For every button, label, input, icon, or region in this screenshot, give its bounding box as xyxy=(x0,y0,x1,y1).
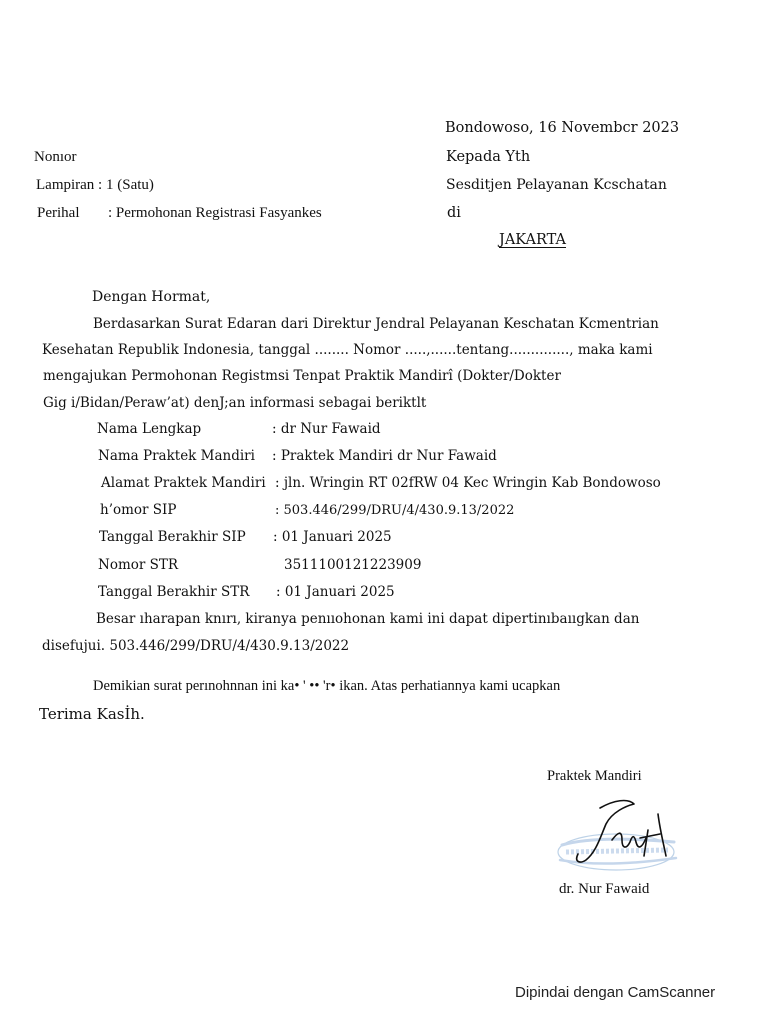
field-value-str-expiry: : 01 Januari 2025 xyxy=(276,584,395,600)
field-label-sip-expiry: Tanggal Berakhir SIP xyxy=(99,529,246,545)
field-label-full-name: Nama Lengkap xyxy=(97,421,202,437)
letter-number-label: Nonıor xyxy=(34,149,77,165)
field-value-practice-name: : Praktek Mandiri dr Nur Fawaid xyxy=(272,448,497,464)
field-label-sip-number: h’omor SIP xyxy=(100,502,177,518)
letter-date: Bondowoso, 16 Novembcr 2023 xyxy=(445,120,680,136)
closing-line: Demikian surat perınohnnan ini ka• ' •• 'r• ikan. Atas perhatiannya kami ucapkan xyxy=(93,678,561,694)
scanner-watermark: Dipindai dengan CamScanner xyxy=(515,984,716,1001)
paragraph-line: Kesehatan Republik Indonesia, tanggal ........ Nomor .....,......tentang.............., maka kami xyxy=(42,342,653,358)
signatory-name: dr. Nur Fawaid xyxy=(559,881,650,897)
subject-label: Perihal xyxy=(37,205,80,221)
paragraph-line: Berdasarkan Surat Edaran dari Direktur Jendral Pelayanan Keschatan Kcmentrian xyxy=(93,316,659,332)
field-label-practice-address: Alamat Praktek Mandiri xyxy=(101,475,266,491)
paragraph-line: mengajukan Permohonan Registmsi Tenpat Praktik Mandirî (Dokter/Dokter xyxy=(43,368,561,384)
field-label-str-number: Nomor STR xyxy=(98,557,179,573)
addressee-prefix: Kepada Yth xyxy=(446,149,531,165)
paragraph-line: disefujui. 503.446/299/DRU/4/430.9.13/2022 xyxy=(42,638,350,654)
location-prefix: di xyxy=(447,205,461,221)
field-label-str-expiry: Tanggal Berakhir STR xyxy=(98,584,250,600)
field-value-full-name: : dr Nur Fawaid xyxy=(272,421,381,437)
stamp-icon xyxy=(558,834,676,870)
field-label-practice-name: Nama Praktek Mandiri xyxy=(98,448,255,464)
field-value-sip-expiry: : 01 Januari 2025 xyxy=(273,529,392,545)
closing-thanks: Terima Kasİh. xyxy=(39,705,145,723)
field-value-practice-address: : jln. Wringin RT 02fRW 04 Kec Wringin Kab Bondowoso xyxy=(275,475,661,491)
recipient: Sesditjen Pelayanan Kcschatan xyxy=(446,177,667,193)
recipient-city: JAKARTA xyxy=(499,232,567,248)
signature-title: Praktek Mandiri xyxy=(547,768,642,784)
field-value-str-number: 3511100121223909 xyxy=(284,557,422,573)
attachment-line: Lampiran : 1 (Satu) xyxy=(36,177,154,193)
paragraph-line: Gig i/Bidan/Peraw’at) denJ;an informasi sebagai beriktlt xyxy=(43,395,427,411)
subject-value: : Permohonan Registrasi Fasyankes xyxy=(108,205,322,221)
paragraph-line: Besar ıharapan knırı, kiranya penııohonan kami ini dapat dipertinıbaııgkan dan xyxy=(96,611,640,627)
signature-stamp-image xyxy=(556,790,686,880)
field-value-sip-number: : 503.446/299/DRU/4/430.9.13/2022 xyxy=(275,503,515,518)
salutation: Dengan Hormat, xyxy=(92,289,211,305)
